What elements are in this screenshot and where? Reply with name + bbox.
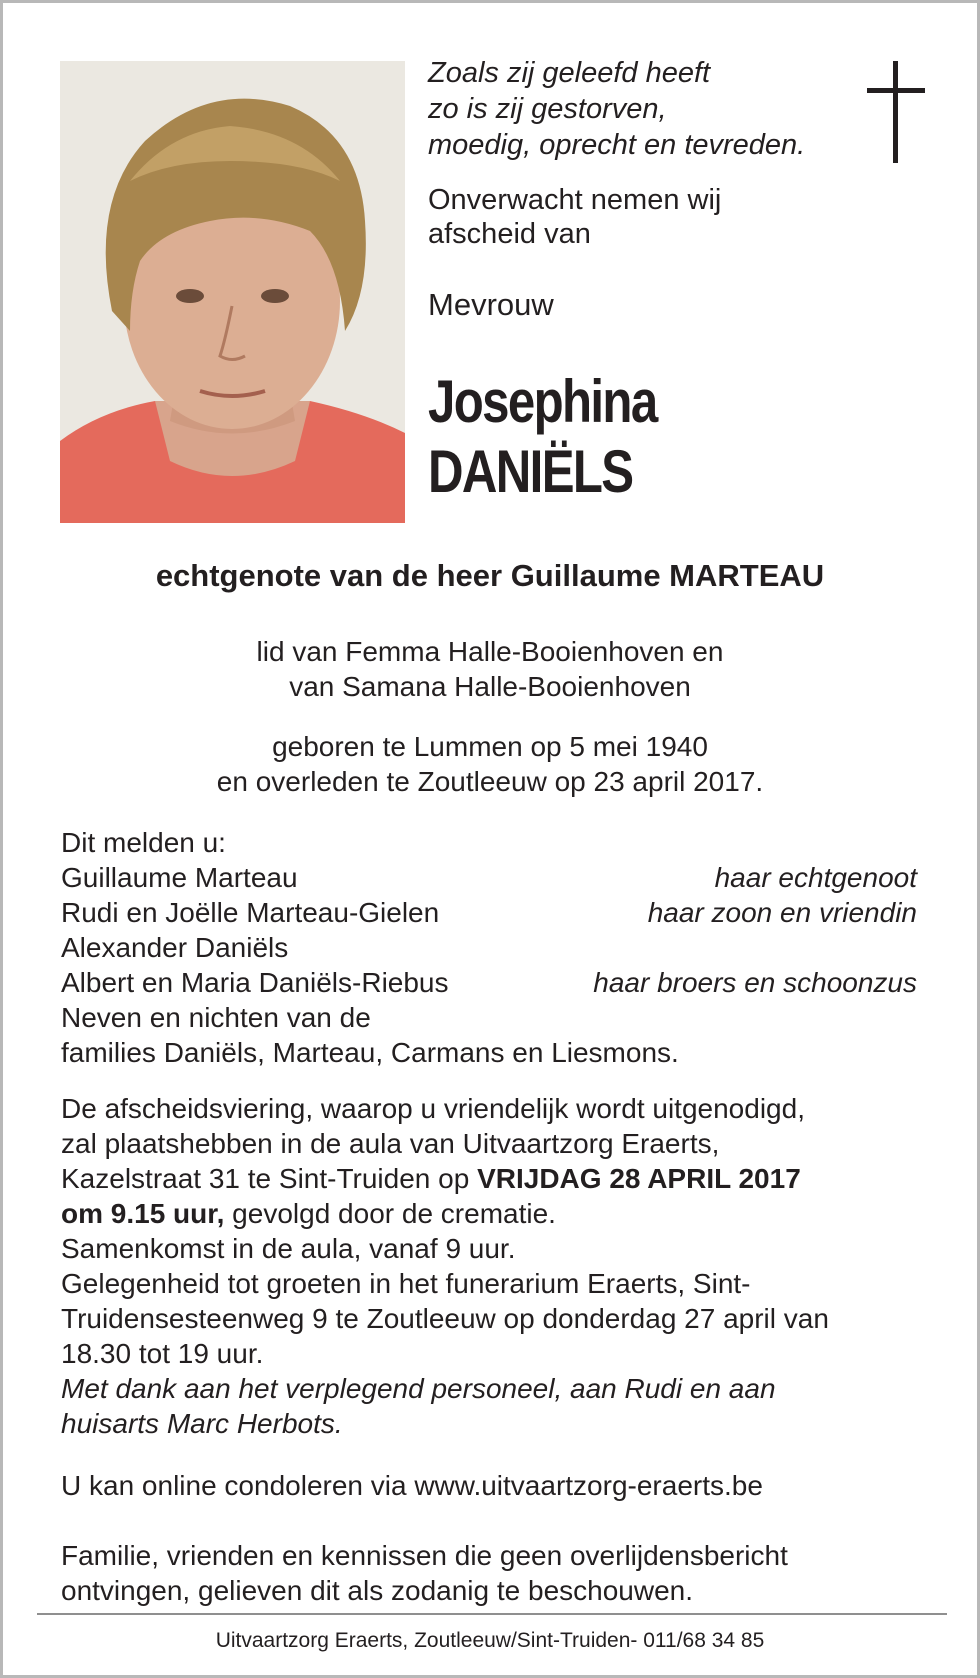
announcer-name: Alexander Daniëls — [61, 932, 289, 963]
announcer-name: Albert en Maria Daniëls-Riebus — [61, 967, 449, 998]
announcer-row — [61, 965, 917, 1000]
intro-line: afscheid van — [428, 218, 591, 250]
ceremony-line: 18.30 tot 19 uur. — [61, 1338, 264, 1369]
poem-line: moedig, oprecht en tevreden. — [428, 129, 806, 161]
salutation: Mevrouw — [428, 287, 554, 322]
online-condolence: U kan online condoleren via www.uitvaartzorg-eraerts.be — [61, 1470, 763, 1501]
life-dates — [3, 729, 977, 799]
ceremony-line: Truidensesteenweg 9 te Zoutleeuw op donderdag 27 april van — [61, 1303, 829, 1334]
first-name: Josephina — [428, 368, 657, 435]
ceremony-line: Samenkomst in de aula, vanaf 9 uur. — [61, 1233, 516, 1264]
ceremony-details — [61, 1091, 931, 1441]
last-name: DANIËLS — [428, 438, 633, 505]
closing-line: ontvingen, gelieven dit als zodanig te beschouwen. — [61, 1575, 693, 1606]
ceremony-line — [61, 1161, 931, 1196]
thanks-text: huisarts Marc Herbots. — [61, 1408, 343, 1439]
ceremony-time: om 9.15 uur, — [61, 1198, 225, 1229]
closing-note — [61, 1538, 931, 1608]
portrait-photo — [60, 61, 405, 523]
spouse-line: echtgenote van de heer Guillaume MARTEAU — [155, 558, 825, 593]
memberships — [3, 634, 977, 704]
ceremony-line: zal plaatshebben in de aula van Uitvaartzorg Eraerts, — [61, 1128, 720, 1159]
announcer-relation: haar echtgenoot — [714, 862, 917, 893]
announcer-row — [61, 1035, 917, 1070]
thanks-text: Met dank aan het verplegend personeel, aan Rudi en aan — [61, 1373, 776, 1404]
announcer-row — [61, 930, 917, 965]
closing-line: Familie, vrienden en kennissen die geen overlijdensbericht — [61, 1540, 788, 1571]
announcer-name: families Daniëls, Marteau, Carmans en Liesmons. — [61, 1037, 679, 1068]
membership-line: lid van Femma Halle-Booienhoven en — [256, 636, 724, 667]
footer-funeral-home: Uitvaartzorg Eraerts, Zoutleeuw/Sint-Truiden- 011/68 34 85 — [215, 1629, 765, 1652]
announcer-name: Guillaume Marteau — [61, 862, 298, 893]
intro-text — [428, 183, 848, 251]
announcer-relation: haar broers en schoonzus — [593, 967, 917, 998]
thanks-line — [61, 1371, 931, 1406]
poem — [428, 55, 848, 163]
death-line: en overleden te Zoutleeuw op 23 april 2017. — [216, 766, 764, 797]
announcer-name: Neven en nichten van de — [61, 1002, 371, 1033]
poem-line: Zoals zij geleefd heeft — [428, 57, 711, 89]
thanks-line — [61, 1406, 931, 1441]
announcer-name: Rudi en Joëlle Marteau-Gielen — [61, 897, 440, 928]
ceremony-cremation: gevolgd door de crematie. — [224, 1198, 556, 1229]
ceremony-location: Kazelstraat 31 te Sint-Truiden op — [61, 1163, 478, 1194]
membership-line: van Samana Halle-Booienhoven — [289, 671, 691, 702]
poem-line: zo is zij gestorven, — [428, 93, 667, 125]
announcement-heading: Dit melden u: — [61, 827, 226, 858]
announcement-list — [61, 825, 917, 1070]
cross-icon — [867, 61, 925, 163]
footer-divider — [37, 1613, 947, 1615]
intro-line: Onverwacht nemen wij — [428, 184, 722, 216]
announcer-row — [61, 895, 917, 930]
announcer-relation: haar zoon en vriendin — [647, 897, 917, 928]
ceremony-line: Gelegenheid tot groeten in het funerarium Eraerts, Sint- — [61, 1268, 751, 1299]
ceremony-line: De afscheidsviering, waarop u vriendelijk wordt uitgenodigd, — [61, 1093, 805, 1124]
ceremony-line — [61, 1196, 931, 1231]
announcer-row — [61, 860, 917, 895]
announcer-row — [61, 1000, 917, 1035]
deceased-name — [428, 367, 657, 507]
ceremony-date: VRIJDAG 28 APRIL 2017 — [477, 1163, 801, 1194]
birth-line: geboren te Lummen op 5 mei 1940 — [272, 731, 708, 762]
